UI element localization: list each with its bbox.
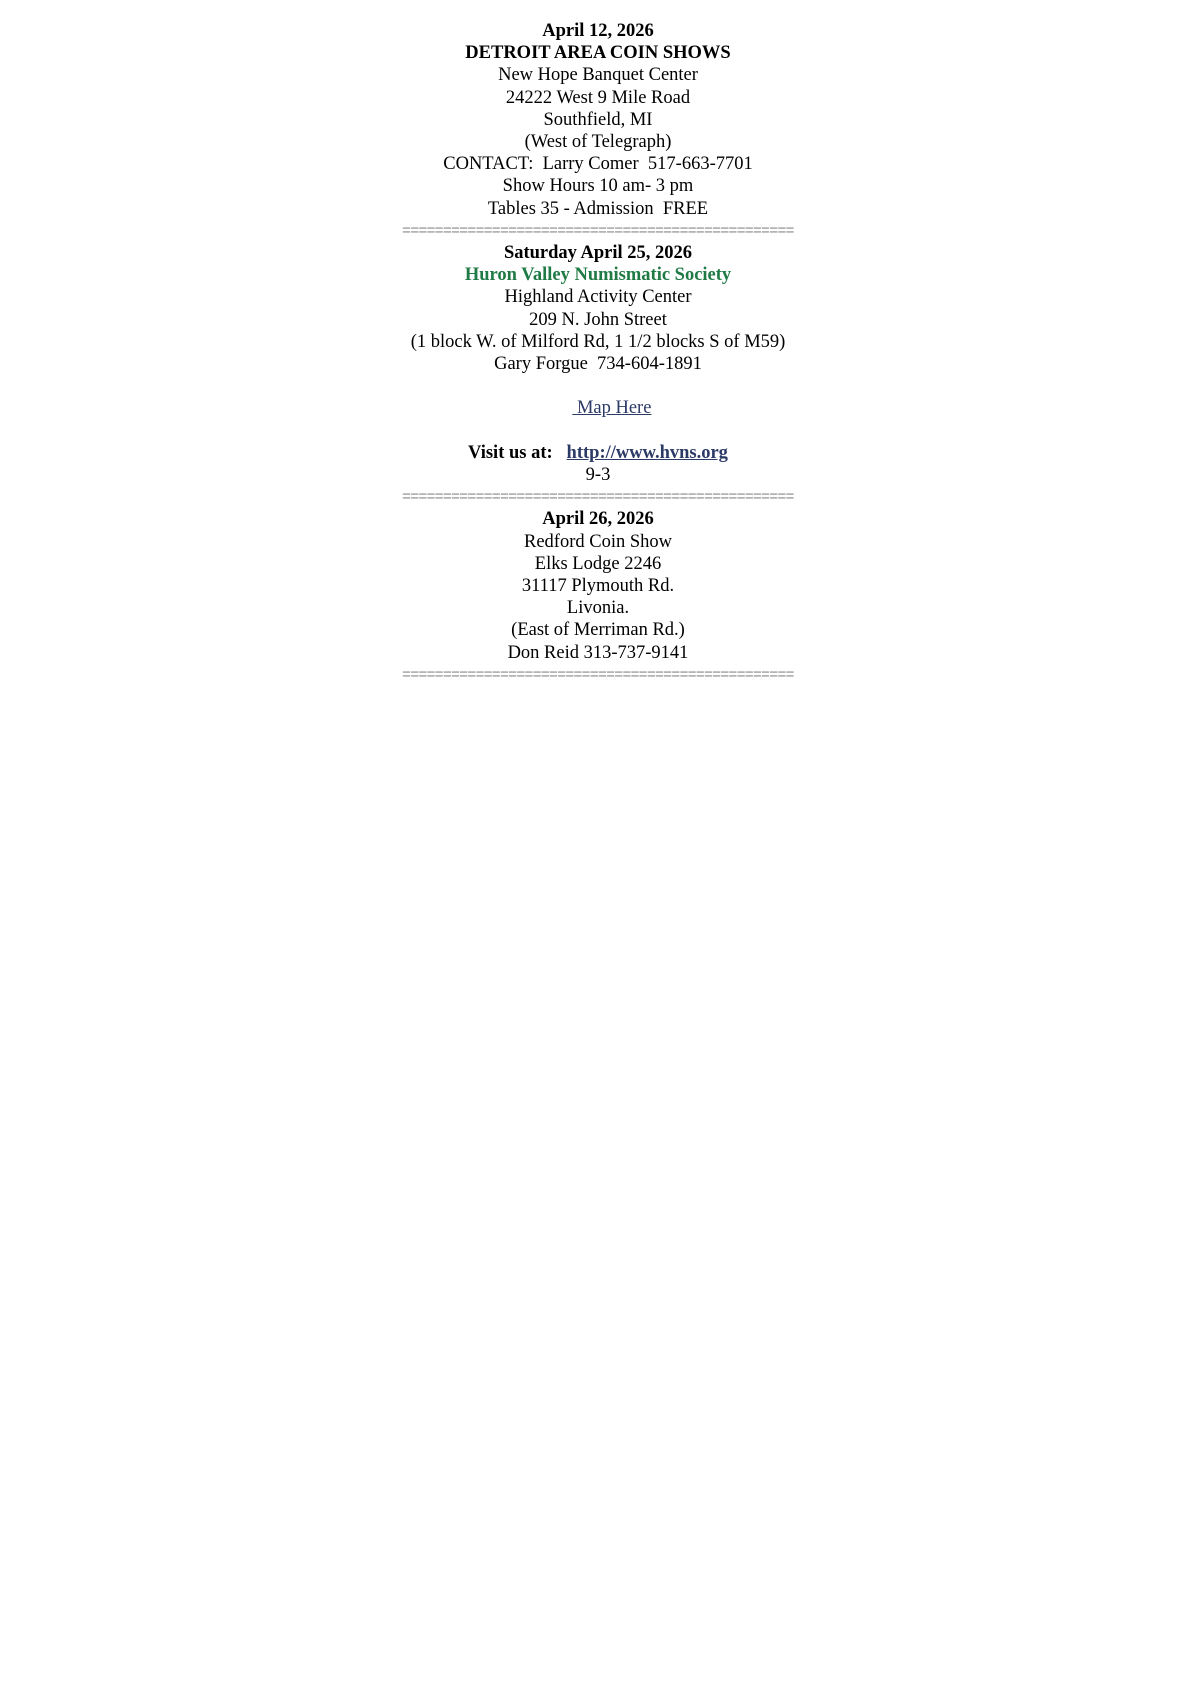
show-date: Saturday April 25, 2026 xyxy=(503,243,693,264)
show-directions: (West of Telegraph) xyxy=(524,132,672,153)
show-date: April 12, 2026 xyxy=(542,21,654,41)
separator-line: ================================================ xyxy=(402,665,794,683)
show-venue: New Hope Banquet Center xyxy=(498,65,698,86)
show-address: 209 N. John Street xyxy=(529,309,667,330)
website-link[interactable]: http://www.hvns.org xyxy=(566,442,728,463)
show-date: April 26, 2026 xyxy=(542,509,654,530)
separator-line: ================================================ xyxy=(402,221,794,239)
show-title: Redford Coin Show xyxy=(524,531,672,552)
coin-show-listing xyxy=(0,20,1196,686)
separator-line: ================================================ xyxy=(402,488,794,506)
show-hours: 9-3 xyxy=(585,465,611,486)
show-directions: (1 block W. of Milford Rd, 1 1/2 blocks S of M59) xyxy=(410,331,786,352)
show-directions: (East of Merriman Rd.) xyxy=(511,620,685,641)
show-venue: Elks Lodge 2246 xyxy=(534,553,662,574)
show-address: 31117 Plymouth Rd. xyxy=(521,576,675,597)
show-entry-redford xyxy=(0,508,1196,663)
show-title: DETROIT AREA COIN SHOWS xyxy=(465,43,731,64)
show-title: Huron Valley Numismatic Society xyxy=(464,265,732,286)
visit-us-label: Visit us at: xyxy=(468,442,553,463)
show-entry-detroit xyxy=(0,20,1196,220)
show-venue: Highland Activity Center xyxy=(504,287,692,308)
show-tables: Tables 35 - Admission FREE xyxy=(487,198,709,219)
show-city: Livonia. xyxy=(566,598,630,619)
show-contact: CONTACT: Larry Comer 517-663-7701 xyxy=(443,154,753,175)
map-here-link[interactable]: Map Here xyxy=(572,398,652,419)
show-entry-huron-valley xyxy=(0,242,1196,486)
show-contact: Don Reid 313-737-9141 xyxy=(507,642,689,663)
visit-us-row xyxy=(0,442,1196,464)
show-hours: Show Hours 10 am- 3 pm xyxy=(502,176,694,197)
show-address: 24222 West 9 Mile Road xyxy=(505,87,691,108)
show-city: Southfield, MI xyxy=(543,109,653,130)
show-contact: Gary Forgue 734-604-1891 xyxy=(494,354,702,375)
